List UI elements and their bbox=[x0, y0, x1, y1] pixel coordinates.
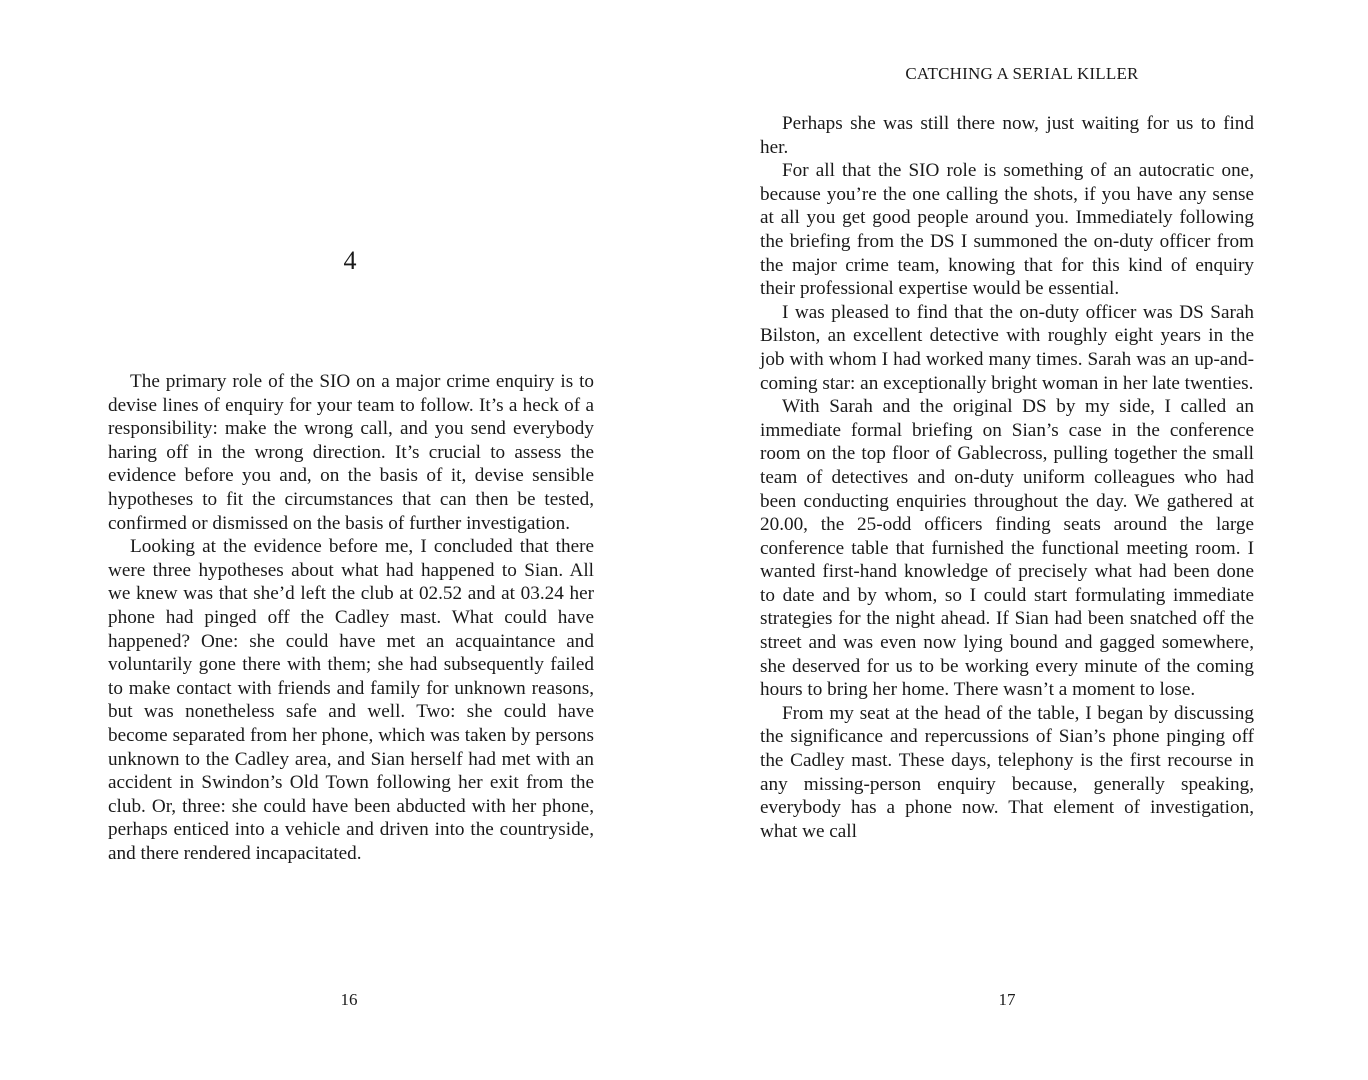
paragraph: Looking at the evidence before me, I concluded that there were three hypotheses about what had happened to Sian. All we knew was that she’d left the club at 02.52 and at 03.24 her phone had pinged off the Cadley mast. What could have happened? One: she could have met an acquaintance and voluntarily gone there with them; she had subsequently failed to make contact with friends and family for unknown reasons, but was nonetheless safe and well. Two: she could have become separated from her phone, which was taken by persons unknown to the Cadley area, and Sian herself had met with an accident in Swindon’s Old Town following her exit from the club. Or, three: she could have been abducted with her phone, perhaps enticed into a vehicle and driven into the countryside, and there rendered incapacitated. bbox=[108, 536, 594, 864]
paragraph: For all that the SIO role is something of an autocratic one, because you’re the one calling the shots, if you have any sense at all you get good people around you. Immediately following the briefing from the DS I summoned the on-duty officer from the major crime team, knowing that for this kind of enquiry their professional expertise would be essential. bbox=[760, 160, 1254, 300]
running-head: CATCHING A SERIAL KILLER bbox=[905, 64, 1139, 83]
right-page bbox=[684, 0, 1368, 1080]
paragraph: I was pleased to find that the on-duty officer was DS Sarah Bilston, an excellent detective with roughly eight years in the job with whom I had worked many times. Sarah was an up-and-coming star: an exceptionally bright woman in her late twenties. bbox=[760, 301, 1254, 394]
paragraph: The primary role of the SIO on a major crime enquiry is to devise lines of enquiry for your team to follow. It’s a heck of a responsibility: make the wrong call, and you send everybody haring off in the wrong direction. It’s crucial to assess the evidence before you and, on the basis of it, devise sensible hypotheses to fit the circumstances that can then be tested, confirmed or dismissed on the basis of further investigation. bbox=[108, 371, 594, 534]
page-number: 16 bbox=[340, 990, 358, 1009]
chapter-number: 4 bbox=[343, 246, 357, 275]
page-number: 17 bbox=[998, 990, 1016, 1009]
left-page-body bbox=[108, 370, 594, 865]
paragraph: Perhaps she was still there now, just waiting for us to find her. bbox=[760, 113, 1254, 158]
right-page-body bbox=[760, 112, 1254, 843]
paragraph: With Sarah and the original DS by my side, I called an immediate formal briefing on Sian’s case in the conference room on the top floor of Gablecross, pulling together the small team of detectives and on-duty uniform colleagues who had been conducting enquiries throughout the day. We gathered at 20.00, the 25-odd officers finding seats around the large conference table that furnished the functional meeting room. I wanted first-hand knowledge of precisely what had been done to date and by whom, so I could start formulating immediate strategies for the night ahead. If Sian had been snatched off the street and was even now lying bound and gagged somewhere, she deserved for us to be working every minute of the coming hours to bring her home. There wasn’t a moment to lose. bbox=[760, 396, 1254, 701]
paragraph: From my seat at the head of the table, I began by discussing the significance and repercussions of Sian’s phone pinging off the Cadley mast. These days, telephony is the first recourse in any missing-person enquiry because, generally speaking, everybody has a phone now. That element of investigation, what we call bbox=[760, 702, 1254, 842]
